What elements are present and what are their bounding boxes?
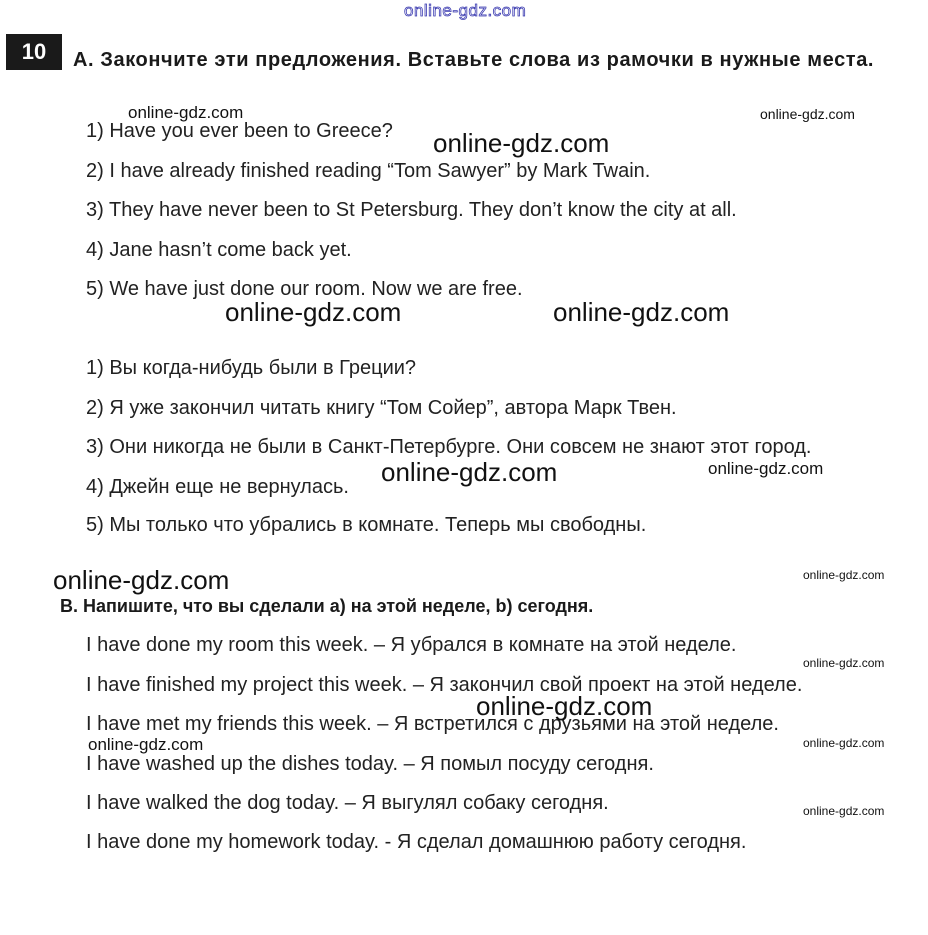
watermark: online-gdz.com xyxy=(803,568,885,582)
watermark: online-gdz.com xyxy=(433,128,610,158)
russian-sentence-3: 3) Они никогда не были в Санкт-Петербурге. Они совсем не знают этот город. xyxy=(86,436,812,458)
watermark: online-gdz.com xyxy=(803,656,885,670)
task-b-line-2: I have finished my project this week. – Я закончил свой проект на этой неделе. xyxy=(86,674,803,696)
russian-sentence-4: 4) Джейн еще не вернулась. xyxy=(86,476,349,498)
task-b-line-5: I have walked the dog today. – Я выгулял собаку сегодня. xyxy=(86,792,609,814)
watermark: online-gdz.com xyxy=(53,565,230,595)
task-b-line-1: I have done my room this week. – Я убрался в комнате на этой неделе. xyxy=(86,634,737,656)
russian-sentence-5: 5) Мы только что убрались в комнате. Теперь мы свободны. xyxy=(86,514,647,536)
russian-sentence-2: 2) Я уже закончил читать книгу “Том Сойер”, автора Марк Твен. xyxy=(86,397,677,419)
task-a-title: А. Закончите эти предложения. Вставьте слова из рамочки в нужные места. xyxy=(73,49,875,71)
task-b-title: B. Напишите, что вы сделали а) на этой неделе, b) сегодня. xyxy=(60,596,594,616)
task-b-line-4: I have washed up the dishes today. – Я помыл посуду сегодня. xyxy=(86,753,654,775)
english-sentence-5: 5) We have just done our room. Now we are free. xyxy=(86,278,523,300)
exercise-number-badge: 10 xyxy=(6,34,62,70)
russian-sentence-1: 1) Вы когда-нибудь были в Греции? xyxy=(86,357,417,379)
watermark: online-gdz.com xyxy=(708,459,824,478)
watermark: online-gdz.com xyxy=(128,103,244,122)
watermark: online-gdz.com xyxy=(225,297,402,327)
english-sentence-2: 2) I have already finished reading “Tom Sawyer” by Mark Twain. xyxy=(86,160,651,182)
watermark: online-gdz.com xyxy=(760,106,855,122)
watermark: online-gdz.com xyxy=(381,457,558,487)
watermark: online-gdz.com xyxy=(803,736,885,750)
task-b-line-6: I have done my homework today. - Я сделал домашнюю работу сегодня. xyxy=(86,831,747,853)
watermark: online-gdz.com xyxy=(88,735,204,754)
watermark: online-gdz.com xyxy=(553,297,730,327)
english-sentence-4: 4) Jane hasn’t come back yet. xyxy=(86,239,352,261)
watermark: online-gdz.com xyxy=(803,804,885,818)
task-b-line-3: I have met my friends this week. – Я встретился с друзьями на этой неделе. xyxy=(86,713,779,735)
watermark: online-gdz.com xyxy=(476,691,653,721)
english-sentence-1: 1) Have you ever been to Greece? xyxy=(86,120,393,142)
site-header-watermark: online-gdz.com xyxy=(404,1,527,20)
english-sentence-3: 3) They have never been to St Petersburg. They don’t know the city at all. xyxy=(86,199,737,221)
